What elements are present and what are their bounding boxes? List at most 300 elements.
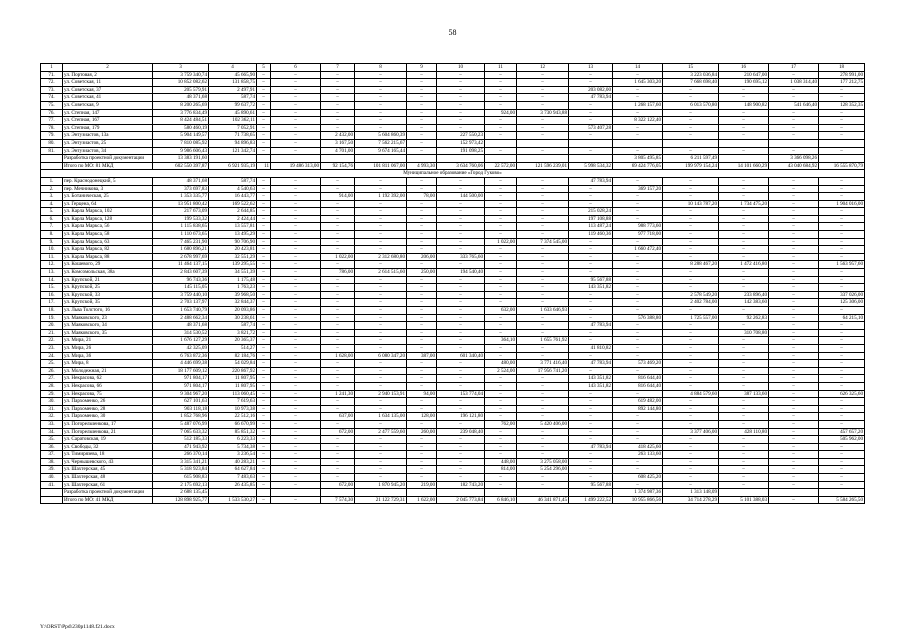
value-cell: –: [719, 109, 769, 117]
value-cell: –: [517, 193, 569, 201]
value-cell: 45 665,90: [209, 71, 257, 79]
value-cell: –: [257, 420, 271, 428]
value-cell: 2 497,91: [209, 86, 257, 94]
table-row: [41, 132, 865, 140]
value-cell: –: [769, 223, 819, 231]
value-cell: –: [613, 253, 663, 261]
table-row: [41, 443, 865, 451]
value-cell: –: [321, 94, 355, 102]
value-cell: [769, 139, 819, 147]
address-cell: ул. Портовая, 2: [63, 71, 153, 79]
value-cell: [569, 139, 613, 147]
value-cell: –: [663, 375, 719, 383]
table-row: [41, 101, 865, 109]
value-cell: –: [321, 215, 355, 223]
value-cell: [569, 489, 613, 497]
value-cell: –: [355, 223, 407, 231]
value-cell: 8 424 484,51: [153, 117, 209, 125]
value-cell: [517, 139, 569, 147]
value-cell: [613, 139, 663, 147]
value-cell: –: [769, 253, 819, 261]
value-cell: –: [613, 352, 663, 360]
value-cell: 1 870 945,20: [355, 481, 407, 489]
value-cell: –: [517, 269, 569, 277]
address-cell: ул. Свободы, 32: [63, 443, 153, 451]
value-cell: 10 143 787,20: [663, 200, 719, 208]
value-cell: –: [257, 367, 271, 375]
value-cell: –: [517, 208, 569, 216]
value-cell: –: [663, 185, 719, 193]
value-cell: –: [257, 375, 271, 383]
value-cell: 1 038 314,40: [769, 79, 819, 87]
row-number-cell: 11.: [41, 253, 63, 261]
value-cell: 1 499 222,52: [569, 496, 613, 504]
value-cell: –: [257, 329, 271, 337]
value-cell: –: [769, 269, 819, 277]
value-cell: 11: [485, 64, 517, 72]
table-row: [41, 200, 865, 208]
value-cell: –: [321, 117, 355, 125]
table-row: [41, 337, 865, 345]
value-cell: –: [719, 413, 769, 421]
value-cell: –: [485, 253, 517, 261]
value-cell: –: [407, 458, 437, 466]
address-cell: ул. Крупской, 25: [63, 284, 153, 292]
value-cell: –: [517, 124, 569, 132]
value-cell: –: [517, 428, 569, 436]
value-cell: –: [271, 405, 321, 413]
value-cell: –: [257, 337, 271, 345]
row-number-cell: 73.: [41, 86, 63, 94]
value-cell: 8: [355, 64, 407, 72]
value-cell: 3 776 834,49: [153, 109, 209, 117]
value-cell: 203 082,00: [569, 86, 613, 94]
value-cell: 3 236,54: [209, 451, 257, 459]
table-row: [41, 436, 865, 444]
value-cell: –: [719, 284, 769, 292]
row-number-cell: 33.: [41, 420, 63, 428]
value-cell: –: [355, 299, 407, 307]
value-cell: 3 366 098,26: [769, 155, 819, 163]
value-cell: 125 306,00: [819, 299, 865, 307]
value-cell: –: [437, 246, 485, 254]
row-number-cell: 36.: [41, 443, 63, 451]
value-cell: 9 986 606,43: [153, 147, 209, 155]
value-cell: –: [271, 322, 321, 330]
address-cell: ул. Мира, 8: [63, 360, 153, 368]
value-cell: –: [663, 322, 719, 330]
value-cell: –: [257, 132, 271, 140]
value-cell: –: [719, 147, 769, 155]
value-cell: –: [257, 307, 271, 315]
value-cell: –: [769, 261, 819, 269]
value-cell: –: [407, 124, 437, 132]
value-cell: 364,10: [485, 337, 517, 345]
value-cell: –: [613, 71, 663, 79]
value-cell: –: [321, 276, 355, 284]
value-cell: 32 551,29: [209, 253, 257, 261]
value-cell: 7 562 215,67: [355, 139, 407, 147]
value-cell: –: [355, 284, 407, 292]
value-cell: 6 211 597,49: [663, 155, 719, 163]
value-cell: –: [407, 223, 437, 231]
value-cell: –: [719, 117, 769, 125]
address-cell: Итого по МО: 81 МКД: [63, 162, 153, 170]
value-cell: –: [407, 314, 437, 322]
value-cell: 3 730 943,88: [517, 109, 569, 117]
value-cell: –: [663, 269, 719, 277]
value-cell: –: [437, 261, 485, 269]
table-row: [41, 276, 865, 284]
value-cell: –: [613, 390, 663, 398]
table-row: [41, 382, 865, 390]
value-cell: [321, 489, 355, 497]
value-cell: –: [719, 223, 769, 231]
table-row: [41, 193, 865, 201]
value-cell: –: [355, 117, 407, 125]
value-cell: 971 804,17: [153, 375, 209, 383]
value-cell: 143 351,82: [569, 284, 613, 292]
value-cell: 2 940 153,91: [355, 390, 407, 398]
table-row: [41, 215, 865, 223]
value-cell: –: [769, 375, 819, 383]
value-cell: –: [663, 474, 719, 482]
value-cell: 263 133,60: [613, 451, 663, 459]
value-cell: –: [257, 466, 271, 474]
value-cell: –: [517, 185, 569, 193]
value-cell: –: [257, 269, 271, 277]
value-cell: 7 668 698,40: [663, 79, 719, 87]
value-cell: 7 374 545,00: [517, 238, 569, 246]
value-cell: 1 022,00: [321, 253, 355, 261]
value-cell: –: [819, 94, 865, 102]
table-row: [41, 291, 865, 299]
value-cell: –: [321, 101, 355, 109]
value-cell: –: [613, 481, 663, 489]
value-cell: –: [569, 458, 613, 466]
value-cell: –: [663, 443, 719, 451]
value-cell: –: [271, 413, 321, 421]
value-cell: –: [407, 405, 437, 413]
value-cell: –: [321, 208, 355, 216]
value-cell: 47 783,94: [569, 443, 613, 451]
value-cell: 32 844,37: [209, 299, 257, 307]
value-cell: –: [321, 284, 355, 292]
value-cell: –: [819, 238, 865, 246]
value-cell: 10: [437, 64, 485, 72]
value-cell: –: [663, 337, 719, 345]
value-cell: –: [819, 352, 865, 360]
value-cell: –: [613, 261, 663, 269]
value-cell: –: [257, 276, 271, 284]
value-cell: –: [355, 329, 407, 337]
value-cell: –: [257, 86, 271, 94]
value-cell: 6 846,10: [485, 496, 517, 504]
row-number-cell: 81.: [41, 147, 63, 155]
address-cell: Итого по МО: 41 МКД: [63, 496, 153, 504]
row-number-cell: 15.: [41, 284, 63, 292]
table-row: [41, 124, 865, 132]
value-cell: –: [819, 193, 865, 201]
value-cell: 333 765,60: [437, 253, 485, 261]
value-cell: –: [271, 307, 321, 315]
value-cell: 1 763,23: [209, 284, 257, 292]
value-cell: –: [769, 94, 819, 102]
value-cell: –: [485, 215, 517, 223]
value-cell: 42 325,09: [153, 344, 209, 352]
value-cell: –: [769, 117, 819, 125]
value-cell: –: [355, 94, 407, 102]
value-cell: 260,00: [407, 428, 437, 436]
value-cell: –: [819, 253, 865, 261]
value-cell: –: [407, 307, 437, 315]
value-cell: –: [271, 101, 321, 109]
value-cell: –: [613, 200, 663, 208]
value-cell: 7 052,91: [209, 124, 257, 132]
value-cell: 13: [569, 64, 613, 72]
value-cell: 144 500,00: [437, 193, 485, 201]
address-cell: Разработка проектной документации: [63, 155, 153, 163]
value-cell: –: [663, 344, 719, 352]
value-cell: 30 238,61: [209, 314, 257, 322]
value-cell: –: [569, 367, 613, 375]
value-cell: 5 998 534,32: [569, 162, 613, 170]
value-cell: [355, 489, 407, 497]
table-row: [41, 474, 865, 482]
value-cell: 505 962,00: [819, 436, 865, 444]
value-cell: [485, 489, 517, 497]
value-cell: 5: [257, 64, 271, 72]
value-cell: –: [663, 177, 719, 185]
value-cell: –: [271, 428, 321, 436]
value-cell: 142 383,60: [719, 299, 769, 307]
value-cell: –: [485, 352, 517, 360]
value-cell: 14 101 660,29: [719, 162, 769, 170]
table-row: [41, 246, 865, 254]
value-cell: –: [517, 322, 569, 330]
value-cell: –: [819, 420, 865, 428]
value-cell: –: [517, 481, 569, 489]
address-cell: ул. Ботаническая, 25: [63, 193, 153, 201]
value-cell: –: [437, 405, 485, 413]
value-cell: –: [517, 314, 569, 322]
value-cell: [321, 155, 355, 163]
value-cell: [569, 155, 613, 163]
value-cell: –: [569, 291, 613, 299]
value-cell: –: [613, 344, 663, 352]
value-cell: –: [517, 246, 569, 254]
value-cell: –: [819, 223, 865, 231]
value-cell: 219,00: [407, 481, 437, 489]
value-cell: 1 472 416,80: [719, 261, 769, 269]
value-cell: –: [613, 177, 663, 185]
value-cell: –: [569, 185, 613, 193]
value-cell: –: [407, 474, 437, 482]
value-cell: 95 567,88: [569, 481, 613, 489]
value-cell: –: [321, 398, 355, 406]
value-cell: 786,00: [321, 269, 355, 277]
value-cell: –: [485, 132, 517, 140]
value-cell: –: [355, 314, 407, 322]
value-cell: –: [769, 367, 819, 375]
row-number-cell: [41, 496, 63, 504]
value-cell: –: [819, 405, 865, 413]
value-cell: 113 060,45: [209, 390, 257, 398]
value-cell: [271, 489, 321, 497]
value-cell: –: [271, 481, 321, 489]
value-cell: –: [271, 177, 321, 185]
value-cell: –: [271, 314, 321, 322]
table-row: [41, 208, 865, 216]
value-cell: 20 365,37: [209, 337, 257, 345]
value-cell: –: [321, 458, 355, 466]
value-cell: –: [485, 147, 517, 155]
value-cell: 1 628,00: [321, 352, 355, 360]
value-cell: [517, 489, 569, 497]
value-cell: –: [271, 458, 321, 466]
value-cell: 4 446 699,38: [153, 360, 209, 368]
value-cell: 373 697,83: [153, 185, 209, 193]
value-cell: –: [613, 367, 663, 375]
row-number-cell: 1: [41, 64, 63, 72]
value-cell: 18 177 609,12: [153, 367, 209, 375]
value-cell: –: [271, 291, 321, 299]
value-cell: –: [769, 436, 819, 444]
value-cell: –: [613, 299, 663, 307]
value-cell: 94 896,83: [209, 139, 257, 147]
value-cell: –: [355, 375, 407, 383]
value-cell: 5 254 296,00: [517, 466, 569, 474]
row-number-cell: 30.: [41, 398, 63, 406]
value-cell: 210 647,00: [719, 71, 769, 79]
value-cell: –: [663, 132, 719, 140]
value-cell: –: [355, 124, 407, 132]
value-cell: –: [569, 428, 613, 436]
row-number-cell: 18.: [41, 307, 63, 315]
value-cell: 10 852 082,62: [153, 79, 209, 87]
table-row: [41, 466, 865, 474]
value-cell: –: [321, 71, 355, 79]
value-cell: –: [719, 420, 769, 428]
value-cell: –: [257, 291, 271, 299]
column-number-row: [41, 64, 865, 72]
row-number-cell: [41, 162, 63, 170]
value-cell: 95 567,88: [569, 276, 613, 284]
value-cell: –: [355, 420, 407, 428]
value-cell: –: [271, 436, 321, 444]
address-cell: ул. Мира, 36: [63, 352, 153, 360]
value-cell: –: [437, 238, 485, 246]
value-cell: –: [517, 451, 569, 459]
value-cell: 43 040 684,92: [769, 162, 819, 170]
value-cell: [819, 155, 865, 163]
value-cell: –: [485, 231, 517, 239]
table-row: [41, 139, 865, 147]
value-cell: 101 811 067,00: [355, 162, 407, 170]
value-cell: –: [257, 443, 271, 451]
address-cell: ул. Советская, 11: [63, 79, 153, 87]
table-row: [41, 322, 865, 330]
value-cell: 11 807,95: [209, 382, 257, 390]
value-cell: –: [485, 451, 517, 459]
value-cell: –: [355, 215, 407, 223]
value-cell: –: [485, 86, 517, 94]
value-cell: –: [569, 238, 613, 246]
value-cell: 7: [321, 64, 355, 72]
value-cell: –: [271, 352, 321, 360]
value-cell: 190 695,12: [719, 79, 769, 87]
value-cell: –: [663, 284, 719, 292]
value-cell: –: [321, 367, 355, 375]
value-cell: –: [485, 284, 517, 292]
value-cell: –: [569, 413, 613, 421]
value-cell: 1 192 392,00: [355, 193, 407, 201]
value-cell: 94,00: [407, 390, 437, 398]
value-cell: –: [517, 382, 569, 390]
budget-table: [40, 63, 865, 504]
value-cell: 2 488 662,34: [153, 314, 209, 322]
value-cell: –: [257, 177, 271, 185]
value-cell: –: [355, 322, 407, 330]
table-row: [41, 344, 865, 352]
value-cell: –: [719, 238, 769, 246]
value-cell: 121 596 239,01: [517, 162, 569, 170]
value-cell: 41 810,82: [569, 344, 613, 352]
value-cell: –: [355, 200, 407, 208]
value-cell: –: [769, 443, 819, 451]
value-cell: –: [769, 382, 819, 390]
value-cell: –: [321, 405, 355, 413]
value-cell: –: [719, 322, 769, 330]
value-cell: 48 371,68: [153, 177, 209, 185]
value-cell: 182 743,20: [437, 481, 485, 489]
row-number-cell: 31.: [41, 405, 63, 413]
value-cell: –: [769, 276, 819, 284]
value-cell: 11 807,95: [209, 375, 257, 383]
address-cell: ул. Карла Маркса, 102: [63, 208, 153, 216]
value-cell: –: [613, 322, 663, 330]
value-cell: –: [517, 352, 569, 360]
value-cell: –: [355, 71, 407, 79]
value-cell: –: [517, 215, 569, 223]
value-cell: –: [437, 344, 485, 352]
value-cell: –: [819, 367, 865, 375]
value-cell: –: [257, 246, 271, 254]
value-cell: –: [517, 261, 569, 269]
value-cell: –: [517, 71, 569, 79]
value-cell: 573 407,28: [569, 124, 613, 132]
value-cell: –: [769, 124, 819, 132]
value-cell: 47 783,94: [569, 360, 613, 368]
value-cell: 1 115 838,65: [153, 223, 209, 231]
value-cell: –: [407, 71, 437, 79]
value-cell: –: [271, 443, 321, 451]
value-cell: –: [769, 200, 819, 208]
value-cell: –: [407, 337, 437, 345]
value-cell: –: [769, 322, 819, 330]
value-cell: –: [355, 101, 407, 109]
value-cell: –: [569, 398, 613, 406]
value-cell: –: [257, 253, 271, 261]
value-cell: –: [321, 322, 355, 330]
value-cell: 26 435,85: [209, 481, 257, 489]
value-cell: –: [719, 185, 769, 193]
value-cell: –: [437, 367, 485, 375]
value-cell: –: [437, 177, 485, 185]
row-number-cell: 7.: [41, 223, 63, 231]
value-cell: –: [663, 466, 719, 474]
value-cell: –: [407, 117, 437, 125]
